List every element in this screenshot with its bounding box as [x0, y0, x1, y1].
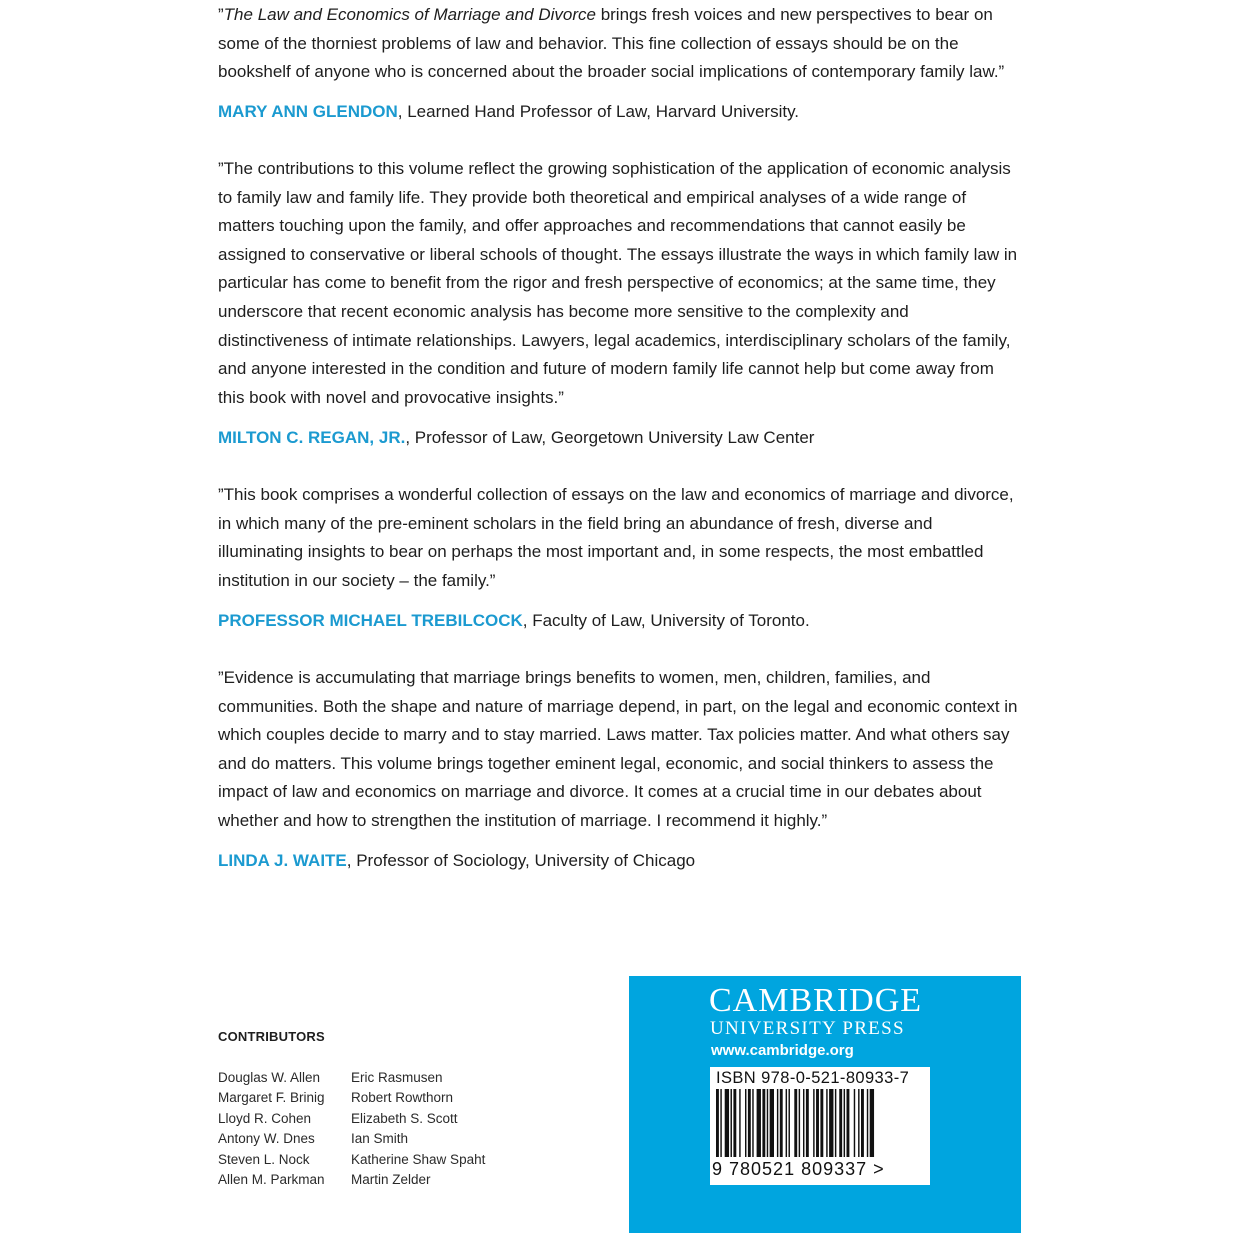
- contributors-heading: CONTRIBUTORS: [218, 1029, 325, 1044]
- quote-open-mark: ”: [218, 5, 224, 24]
- contributor-name: Elizabeth S. Scott: [351, 1110, 458, 1126]
- endorser-affiliation: , Professor of Law, Georgetown University Law Center: [405, 428, 815, 447]
- contributors-column-2: [351, 1068, 485, 1190]
- contributor-name: Ian Smith: [351, 1131, 409, 1147]
- barcode-digits: 9 780521 809337 >: [712, 1159, 885, 1179]
- contributor-name: Steven L. Nock: [218, 1151, 310, 1167]
- isbn-label: ISBN 978-0-521-80933-7: [716, 1069, 910, 1087]
- endorser-affiliation: , Professor of Sociology, University of Chicago: [346, 851, 696, 870]
- contributor-name: Eric Rasmusen: [351, 1070, 443, 1085]
- endorsement-quote-1: [218, 1, 1018, 87]
- contributor-name: Robert Rowthorn: [351, 1090, 454, 1106]
- publisher-panel: [629, 976, 1021, 1233]
- endorser-affiliation: , Learned Hand Professor of Law, Harvard University.: [397, 102, 800, 121]
- contributor-name: Antony W. Dnes: [218, 1131, 315, 1147]
- contributors-column-1: [218, 1068, 325, 1190]
- endorsement-attribution-3: [218, 610, 810, 632]
- endorser-name: MARY ANN GLENDON: [218, 102, 398, 121]
- quote-text: brings fresh voices and new perspectives to bear on some of the thorniest problems of law and behavior. This fine collection of essays should be on the bookshelf of anyone who is concerned about the broader social implications of contemporary family law.”: [218, 5, 1005, 82]
- contributor-name: Douglas W. Allen: [218, 1070, 321, 1085]
- endorser-name: MILTON C. REGAN, JR.: [218, 428, 406, 447]
- contributor-name: Allen M. Parkman: [218, 1172, 325, 1188]
- publisher-logo-name: CAMBRIDGE: [709, 982, 923, 1019]
- barcode-icon: [714, 1089, 926, 1157]
- contributor-name: Katherine Shaw Spaht: [351, 1151, 486, 1167]
- publisher-logo-subtitle: UNIVERSITY PRESS: [710, 1018, 905, 1039]
- endorser-name: PROFESSOR MICHAEL TREBILCOCK: [218, 611, 523, 630]
- endorser-name: LINDA J. WAITE: [218, 851, 347, 870]
- book-title: The Law and Economics of Marriage and Divorce: [223, 5, 596, 24]
- contributor-name: Lloyd R. Cohen: [218, 1110, 312, 1126]
- contributor-name: Martin Zelder: [351, 1172, 431, 1188]
- contributor-name: Margaret F. Brinig: [218, 1090, 325, 1106]
- isbn-barcode: [710, 1067, 930, 1185]
- endorsement-attribution-4: [218, 850, 695, 872]
- endorsement-quote-4: ”Evidence is accumulating that marriage brings benefits to women, men, children, families, and communities. Both the shape and nature of marriage depend, in part, on the legal and economic context in which couples decide to marry and to stay married. Laws matter. Tax policies matter. And what others say and do matters. This volume brings together eminent legal, economic, and social thinkers to assess the impact of law and economics on marriage and divorce. It comes at a crucial time in our debates about whether and how to strengthen the institution of marriage. I recommend it highly.”: [218, 668, 1018, 830]
- publisher-url: www.cambridge.org: [711, 1042, 854, 1059]
- endorsement-attribution-1: [218, 101, 799, 123]
- endorsement-quote-3: ”This book comprises a wonderful collection of essays on the law and economics of marriage and divorce, in which many of the pre-eminent scholars in the field bring an abundance of fresh, diverse and illuminating insights to bear on perhaps the most important and, in some respects, the most embattled institution in our society – the family.”: [218, 485, 1014, 590]
- endorsement-attribution-2: [218, 427, 814, 449]
- endorsement-quote-2: ”The contributions to this volume reflect the growing sophistication of the application of economic analysis to family law and family life. They provide both theoretical and empirical analyses of a wide range of matters touching upon the family, and offer approaches and recommendations that cannot easily be assigned to conservative or liberal schools of thought. The essays illustrate the ways in which family law in particular has come to benefit from the rigor and fresh perspective of economics; at the same time, they underscore that recent economic analysis has become more sensitive to the complexity and distinctiveness of intimate relationships. Lawyers, legal academics, interdisciplinary scholars of the family, and anyone interested in the condition and future of modern family life cannot help but come away from this book with novel and provocative insights.”: [218, 159, 1018, 407]
- endorser-affiliation: , Faculty of Law, University of Toronto.: [522, 611, 810, 630]
